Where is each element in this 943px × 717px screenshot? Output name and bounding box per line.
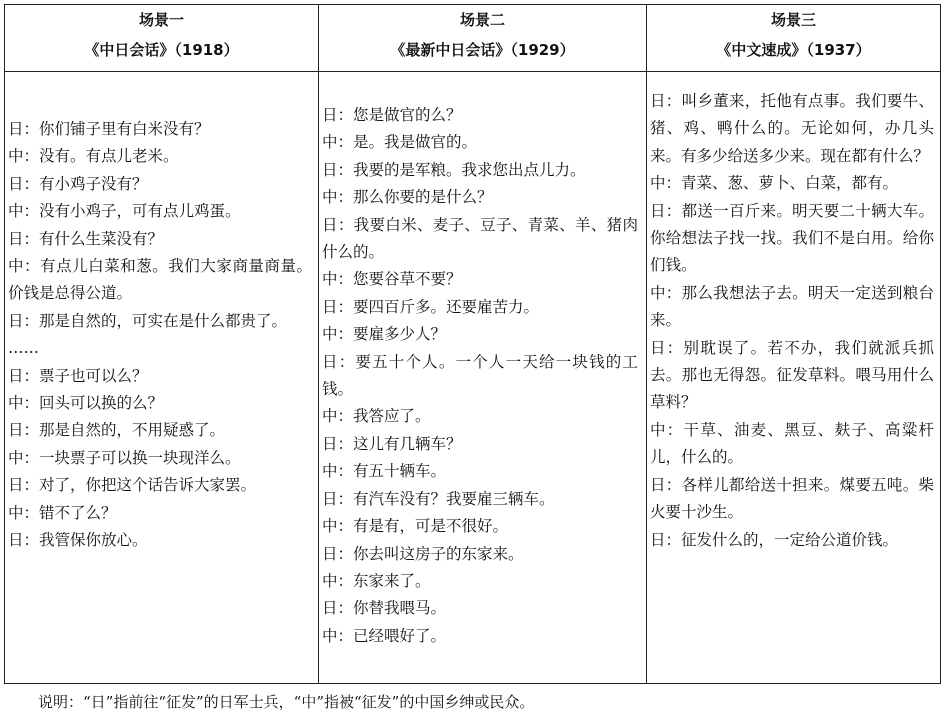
body-row [5,72,941,684]
scene-1-dialogue [5,72,319,684]
scene-2-header [319,5,647,72]
dialogue-line: 日：你们铺子里有白米没有？ [8,120,210,138]
dialogue-line: 日：你去叫这房子的东家来。 [322,544,524,563]
dialogue-line: 中：青菜、葱、萝卜、白菜，都有。 [650,174,899,193]
dialogue-line: 日：征发什么的，一定给公道价钱。 [650,530,899,549]
dialogue-line: 日：都送一百斤来。明天要二十辆大车。你给想法子找一找。我们不是白用。给你们钱。 [650,201,934,275]
dialogue-line: 日：有什么生菜没有？ [8,229,164,248]
dialogue-line: 日：您是做官的么？ [322,106,462,124]
dialogue-line: …… [8,339,39,358]
dialogue-line: 中：回头可以换的么？ [8,394,164,413]
header-row [5,5,941,72]
dialogue-line: 中：有是有，可是不很好。 [322,517,509,536]
dialogue-line: 中：有五十辆车。 [322,462,447,481]
scene-title: 场景三 [770,11,816,29]
dialogue-line: 日：票子也可以么？ [8,366,148,385]
dialogue-comparison-table [4,4,941,684]
scene-book: 《中文速成》（1937） [716,41,871,59]
dialogue-line: 日：我要白米、麦子、豆子、青菜、羊、猪肉什么的。 [322,215,638,262]
dialogue-line: 日：有小鸡子没有？ [8,174,148,193]
dialogue-line: 日：我要的是军粮。我求您出点儿力。 [322,160,586,179]
dialogue-line: 日：要四百斤多。还要雇苦力。 [322,297,540,316]
dialogue-line: 中：您要谷草不要？ [322,270,462,289]
dialogue-line: 中：干草、油麦、黑豆、麸子、高粱杆儿，什么的。 [650,420,934,467]
dialogue-line: 中：已经喂好了。 [322,626,447,645]
dialogue-line: 日：叫乡董来，托他有点事。我们要牛、猪、鸡、鸭什么的。无论如何，办几头来。有多少给送多少来。现在都有什么？ [650,92,934,165]
dialogue-line: 日：我管保你放心。 [8,531,148,550]
dialogue-line: 日：那是自然的，不用疑惑了。 [8,421,226,440]
scene-title: 场景二 [459,11,505,29]
scene-3-header [647,5,941,72]
dialogue-line: 中：没有小鸡子，可有点儿鸡蛋。 [8,202,241,221]
dialogue-line: 中：错不了么？ [8,503,117,522]
dialogue-line: 中：那么我想法子去。明天一定送到粮台来。 [650,283,934,330]
scene-3-dialogue [647,72,941,684]
dialogue-line: 中：没有。有点儿老米。 [8,147,179,166]
scene-title: 场景一 [138,11,184,29]
dialogue-line: 中：东家来了。 [322,571,431,590]
dialogue-line: 日：这儿有几辆车？ [322,434,462,453]
footnote: 说明：“日”指前往“征发”的日军士兵，“中”指被“征发”的中国乡绅或民众。 [38,693,535,711]
dialogue-line: 中：要雇多少人？ [322,325,447,344]
scene-book: 《最新中日会话》（1929） [390,41,575,59]
dialogue-line: 日：要五十个人。一个人一天给一块钱的工钱。 [322,352,638,399]
dialogue-line: 中：是。我是做官的。 [322,133,478,152]
dialogue-line: 中：那么你要的是什么？ [322,188,493,207]
scene-1-header [5,5,319,72]
dialogue-line: 中：一块票子可以换一块现洋么。 [8,448,241,467]
scene-book: 《中日会话》（1918） [84,41,239,59]
dialogue-line: 日：别耽误了。若不办，我们就派兵抓去。那也无得怨。征发草料。喂马用什么草料？ [650,338,934,412]
dialogue-line: 中：我答应了。 [322,407,431,426]
dialogue-line: 日：对了，你把这个话告诉大家罢。 [8,476,257,495]
dialogue-line: 中：有点儿白菜和葱。我们大家商量商量。价钱是总得公道。 [8,257,312,303]
dialogue-line: 日：各样儿都给送十担来。煤要五吨。柴火要十沙生。 [650,475,934,522]
dialogue-line: 日：你替我喂马。 [322,599,447,618]
dialogue-line: 日：那是自然的，可实在是什么都贵了。 [8,311,288,330]
scene-2-dialogue [319,72,647,684]
dialogue-line: 日：有汽车没有？我要雇三辆车。 [322,489,555,508]
